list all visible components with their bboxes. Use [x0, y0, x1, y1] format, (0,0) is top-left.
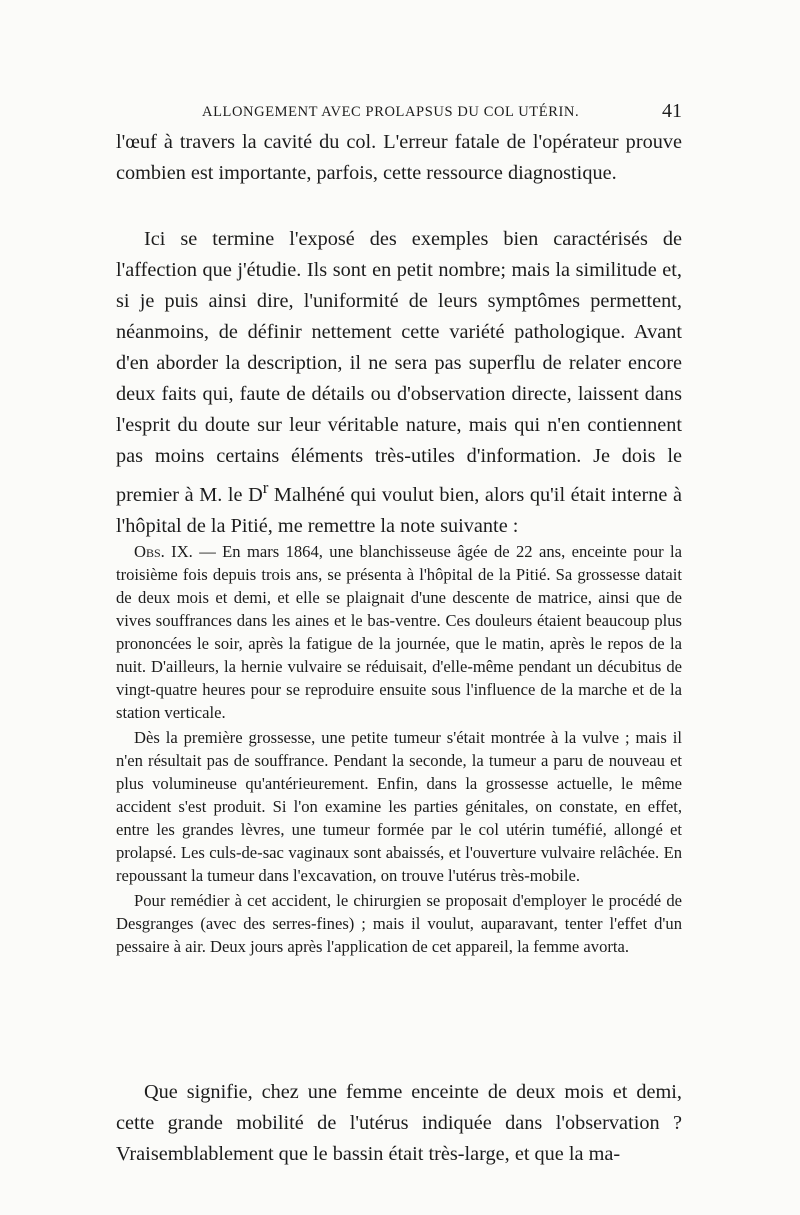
paragraph-text-part: Ici se termine l'exposé des exemples bien caractérisés de l'affection que j'étudie. Ils sont en petit nombre; mais la similitude et, si je puis ainsi dire, l'uniformité de leurs symptômes permettent, néanmoins, de définir nettement cette variété pathologique. Avant d'en aborder la description, il ne sera pas superflu de relater encore deux faits qui, faute de détails ou d'observation directe, laissent dans l'esprit du doute sur leur véritable nature, mais qui n'en contiennent pas moins certains éléments très-utiles d'information. Je dois le premier à M. le D: [116, 228, 682, 506]
running-title: ALLONGEMENT AVEC PROLAPSUS DU COL UTÉRIN.: [202, 104, 580, 120]
page-number: 41: [662, 100, 682, 122]
observation-text: — En mars 1864, une blanchisseuse âgée de 22 ans, enceinte pour la troisième fois depuis trois ans, se présenta à l'hôpital de la Pitié. Sa grossesse datait de deux mois et demi, et elle se plaignait d'une descente de matrice, ainsi que de vives souffrances dans les aines et le bas-ventre. Ces douleurs étaient beaucoup plus prononcées le soir, après la fatigue de la journée, que le matin, après le repos de la nuit. D'ailleurs, la hernie vulvaire se réduisait, d'elle-même pendant un décubitus de vingt-quatre heures pour se reproduire ensuite sous l'influence de la marche et de la station verticale.: [116, 542, 682, 722]
observation-paragraph: Pour remédier à cet accident, le chirurgien se proposait d'employer le procédé de Desgranges (avec des serres-fines) ; mais il voulut, auparavant, tenter l'effet d'un pessaire à air. Deux jours après l'application de cet appareil, la femme avorta.: [116, 891, 682, 956]
paragraph-text: [116, 224, 682, 542]
paragraph-intro: [116, 224, 682, 542]
superscript: r: [262, 478, 269, 497]
paragraph-text: Que signifie, chez une femme enceinte de deux mois et demi, cette grande mobilité de l'utérus indiquée dans l'observation ? Vraisemblablement que le bassin était très-large, et que la ma-: [116, 1081, 682, 1165]
paragraph-text: l'œuf à travers la cavité du col. L'erreur fatale de l'opérateur prouve combien est importante, parfois, cette ressource diagnostique.: [116, 131, 682, 184]
observation-label: Obs. IX.: [134, 542, 193, 561]
paragraph-discussion: [116, 1077, 682, 1170]
paragraph-continuation: [116, 127, 682, 189]
page-header: [116, 100, 682, 126]
paragraph-text-part: Malhéné qui voulut bien, alors qu'il était interne à l'hôpital de la Pitié, me remettre la note suivante :: [116, 483, 682, 537]
observation-block: [116, 540, 682, 958]
observation-paragraph: [116, 540, 682, 724]
observation-paragraph: Dès la première grossesse, une petite tumeur s'était montrée à la vulve ; mais il n'en résultait pas de souffrance. Pendant la seconde, la tumeur a paru de nouveau et plus volumineuse qu'antérieurement. Enfin, dans la grossesse actuelle, le même accident s'est produit. Si l'on examine les parties génitales, on constate, en effet, entre les grandes lèvres, une tumeur formée par le col utérin tuméfié, allongé et prolapsé. Les culs-de-sac vaginaux sont abaissés, et l'ouverture vulvaire relâchée. En repoussant la tumeur dans l'excavation, on trouve l'utérus très-mobile.: [116, 728, 682, 885]
